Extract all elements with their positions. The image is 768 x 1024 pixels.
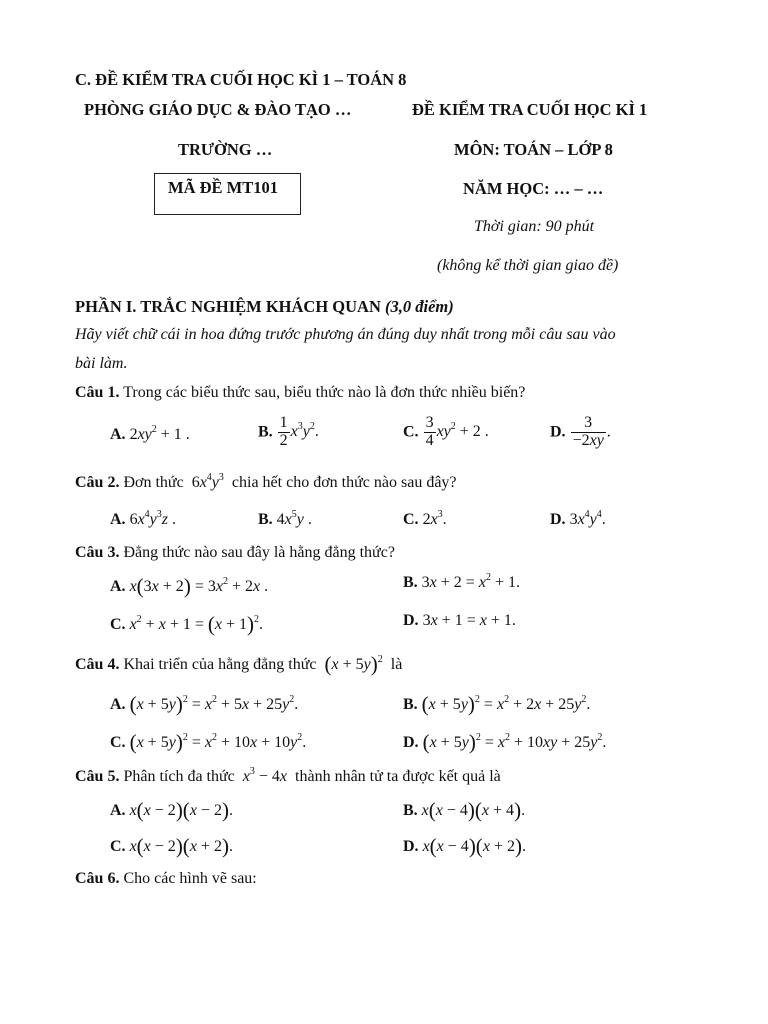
exam-code: MÃ ĐỀ MT101: [168, 178, 278, 197]
part1-instruction-line1: Hãy viết chữ cái in hoa đứng trước phương án đúng duy nhất trong mỗi câu sau vào: [75, 326, 616, 343]
question-text: Cho các hình vẽ sau:: [123, 870, 257, 887]
time-limit: Thời gian: 90 phút: [474, 218, 595, 235]
part1-title: PHẦN I. TRẮC NGHIỆM KHÁCH QUAN: [75, 297, 381, 316]
question-5: Câu 5. Phân tích đa thức $x^3 - 4x$ thành nhân tử ta được kết quả là: [75, 766, 501, 785]
q3-option-c: C. $x^2 + x + 1 = (x + 1)^2$.: [110, 612, 263, 636]
q2-option-b: B. $4x^5y$ .: [258, 509, 312, 528]
q4-option-d: D. $(x + 5y)^2 = x^2 + 10xy + 25y^2$.: [403, 730, 607, 754]
q5-option-d: D. x(x − 4)(x + 2).: [403, 834, 526, 858]
q1-option-b: B. $\frac{1}{2}$ $x^3y^2$.: [258, 414, 319, 449]
question-text-after: là: [390, 656, 403, 673]
q4-option-c: C. $(x + 5y)^2 = x^2 + 10x + 10y^2$.: [110, 730, 307, 754]
school-name: TRƯỜNG …: [178, 140, 273, 159]
q5-option-a: A. x(x − 2)(x − 2).: [110, 798, 233, 822]
question-4: Câu 4. Khai triển của hằng đẳng thức $(x + 5y)^2$ là: [75, 652, 403, 676]
question-text-after: thành nhân tử ta được kết quả là: [295, 768, 501, 785]
question-text-before: Đơn thức: [123, 474, 184, 491]
q4-option-a: A. $(x + 5y)^2 = x^2 + 5x + 25y^2$.: [110, 692, 299, 716]
question-text-before: Khai triển của hằng đẳng thức: [123, 656, 317, 673]
question-label: Câu 5.: [75, 768, 120, 785]
question-text: Trong các biểu thức sau, biểu thức nào là đơn thức nhiều biến?: [123, 384, 526, 401]
q3-option-d: D. 3x + 1 = x + 1.: [403, 612, 516, 629]
question-6: [75, 870, 257, 888]
q2-option-c: C. $2x^3$.: [403, 509, 447, 528]
question-text: Đẳng thức nào sau đây là hằng đẳng thức?: [123, 544, 395, 561]
question-label: Câu 6.: [75, 870, 120, 887]
time-note: (không kể thời gian giao đề): [437, 257, 619, 274]
school-year: NĂM HỌC: … – …: [463, 179, 604, 198]
q4-option-b: B. $(x + 5y)^2 = x^2 + 2x + 25y^2$.: [403, 692, 591, 716]
q2-option-d: D. $3x^4y^4$.: [550, 509, 606, 528]
exam-title: ĐỀ KIỂM TRA CUỐI HỌC KÌ 1: [412, 100, 648, 119]
subject-line: MÔN: TOÁN – LỚP 8: [454, 140, 613, 159]
q2-option-a: A. $6x^4y^3z$ .: [110, 509, 177, 528]
question-label: Câu 2.: [75, 474, 120, 491]
q1-option-a: A. $2xy^2 + 1$ .: [110, 424, 190, 443]
question-label: Câu 3.: [75, 544, 120, 561]
q3-option-b: B. $3x + 2 = x^2 + 1$.: [403, 572, 520, 591]
part1-heading: [75, 297, 454, 317]
question-text-after: chia hết cho đơn thức nào sau đây?: [231, 474, 457, 491]
question-label: Câu 4.: [75, 656, 120, 673]
question-text-before: Phân tích đa thức: [123, 768, 235, 785]
question-2: Câu 2. Đơn thức $6x^4y^3$ chia hết cho đơn thức nào sau đây?: [75, 472, 457, 491]
department-name: PHÒNG GIÁO DỤC & ĐÀO TẠO …: [84, 100, 352, 119]
part1-points: (3,0 điểm): [385, 297, 454, 316]
q1-option-c: C. $\frac{3}{4}$ $xy^2 + 2$ .: [403, 414, 489, 449]
section-title: C. ĐỀ KIỂM TRA CUỐI HỌC KÌ 1 – TOÁN 8: [75, 70, 407, 89]
question-label: Câu 1.: [75, 384, 120, 401]
q5-option-c: C. x(x − 2)(x + 2).: [110, 834, 233, 858]
question-3: [75, 544, 395, 562]
q3-option-a: A. $x(3x + 2) = 3x^2 + 2x$ .: [110, 574, 269, 598]
part1-instruction-line2: bài làm.: [75, 355, 128, 372]
q5-option-b: B. x(x − 4)(x + 4).: [403, 798, 526, 822]
q1-option-d: D. $\frac{3}{-2xy}$ .: [550, 414, 611, 449]
question-1: [75, 384, 525, 402]
